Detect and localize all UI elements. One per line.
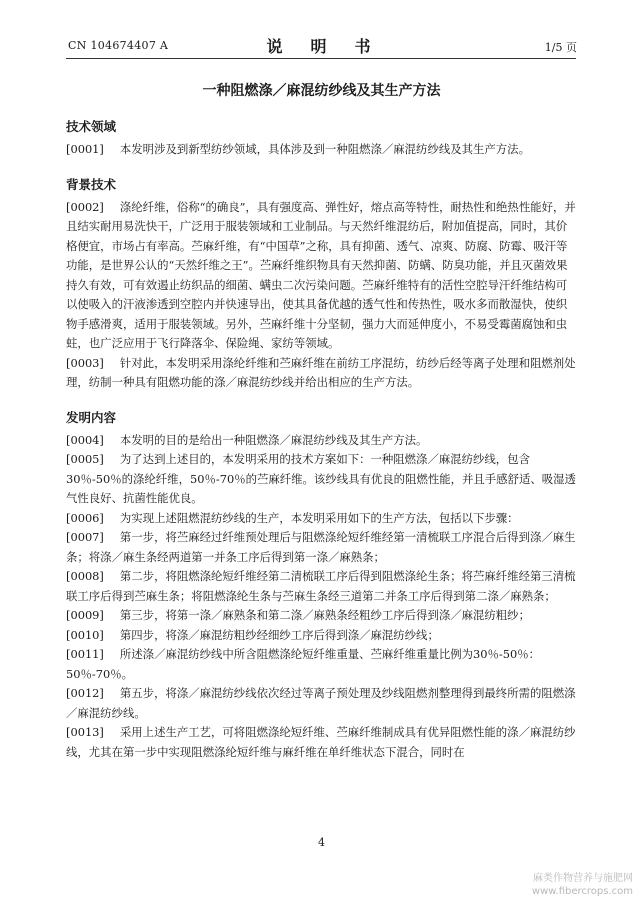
paragraph (66, 140, 578, 160)
paragraph-text: 第四步，将涤／麻混纺粗纱经细纱工序后得到涤／麻混纺纱线； (119, 627, 439, 642)
paragraph (66, 684, 578, 723)
paragraph-text: 为实现上述阻燃混纺纱线的生产，本发明采用如下的生产方法，包括以下步骤： (119, 510, 519, 525)
paragraph-number: [0012] (66, 686, 104, 700)
section-heading: 技术领域 (66, 119, 117, 134)
paragraph-text: 涤纶纤维，俗称“的确良”，具有强度高、弹性好，熔点高等特性，耐热性和绝热性能好，并且结实耐用易洗快干，广泛用于服装领域和工业制品。与天然纤维混纺后，附加值提高，同时，其价格便宜，市场占有率高。苎麻纤维，有“中国草”之称，具有抑菌、透气、凉爽、防腐、防霉、吸汗等功能，是世界公认的“天然纤维之王”。苎麻纤维织物具有天然抑菌、防螨、防臭功能，并且灭菌效果持久有效，可有效遏止纺织品的细菌、螨虫二次污染问题。苎麻纤维特有的活性空腔导汗纤维结构可以使吸入的汗液渗透到空腔内并快速导出，使其具备优越的透气性和传热性，吸水多而散湿快，使织物手感滑爽，适用于服装领域。另外，苎麻纤维十分坚韧，强力大而延伸度小，不易受霉菌腐蚀和虫蛀，也广泛应用于飞行降落伞、保险绳、家纺等领域。 (66, 199, 576, 350)
paragraph (66, 567, 578, 606)
paragraph-number: [0004] (66, 432, 104, 447)
paragraph (66, 450, 578, 509)
paragraph-number: [0003] (66, 355, 104, 370)
paragraph (66, 509, 578, 529)
paragraph-number: [0009] (66, 608, 104, 622)
document-body (66, 118, 578, 778)
paragraph (66, 626, 578, 646)
paragraph-text: 所述涤／麻混纺纱线中所含阻燃涤纶短纤维重量、苎麻纤维重量比例为30％-50％：50％-70％。 (66, 647, 541, 681)
paragraph-number: [0006] (66, 510, 104, 525)
section (66, 409, 578, 763)
paragraph-text: 第一步，将苎麻经过纤维预处理后与阻燃涤纶短纤维经第一清梳联工序混合后得到涤／麻生条；将涤／麻生条经两道第一并条工序后得到第一涤／麻熟条； (66, 530, 576, 564)
paragraph (66, 198, 578, 354)
section-heading: 背景技术 (66, 176, 117, 192)
paragraph-text: 本发明的目的是给出一种阻燃涤／麻混纺纱线及其生产方法。 (119, 432, 428, 447)
document-type-heading: 说 明 书 (266, 37, 377, 56)
paragraph-number: [0010] (66, 627, 104, 642)
watermark-site-name: 麻类作物营养与施肥网 (533, 873, 633, 884)
site-watermark (532, 872, 633, 898)
paragraph-text: 本发明涉及到新型纺纱领域，具体涉及到一种阻燃涤／麻混纺纱线及其生产方法。 (119, 142, 530, 156)
section (66, 118, 578, 160)
page-indicator: 1/5 页 (544, 41, 577, 54)
paragraph (66, 645, 578, 684)
paragraph-number: [0008] (66, 569, 104, 583)
paragraph (66, 528, 578, 567)
paragraph-number: [0005] (66, 452, 104, 466)
paragraph-number: [0007] (66, 530, 104, 544)
watermark-url: www.fibercrops.com (531, 886, 633, 897)
section (66, 176, 578, 393)
paragraph-number: [0002] (66, 199, 104, 214)
paragraph-text: 第五步，将涤／麻混纺纱线依次经过等离子预处理及纱线阻燃剂整理得到最终所需的阻燃涤／麻混纺纱线。 (66, 686, 576, 720)
paragraph-text: 为了达到上述目的，本发明采用的技术方案如下：一种阻燃涤／麻混纺纱线，包含30％-50％的涤纶纤维，50％-70％的苎麻纤维。该纱线具有优良的阻燃性能，并且手感舒适、吸湿透气性良好、抗菌性能优良。 (66, 452, 576, 505)
document-title: 一种阻燃涤／麻混纺纱线及其生产方法 (202, 83, 441, 99)
paragraph (66, 723, 578, 762)
paragraph-text: 采用上述生产工艺，可将阻燃涤纶短纤维、苎麻纤维制成具有优异阻燃性能的涤／麻混纺纱线，尤其在第一步中实现阻燃涤纶短纤维与麻纤维在单纤维状态下混合，同时在 (66, 725, 576, 759)
paragraph-number: [0011] (66, 647, 104, 661)
patent-number: CN 104674407 A (68, 39, 169, 52)
page-number: 4 (318, 836, 325, 849)
paragraph-text: 第二步，将阻燃涤纶短纤维经第二清梳联工序后得到阻燃涤纶生条；将苎麻纤维经第三清梳联工序后得到苎麻生条；将阻燃涤纶生条与苎麻生条经三道第二并条工序后得到第二涤／麻熟条； (66, 569, 576, 603)
paragraph (66, 606, 578, 626)
paragraph-number: [0001] (66, 142, 104, 156)
header-divider (66, 58, 576, 59)
paragraph (66, 431, 578, 451)
section-heading: 发明内容 (66, 409, 117, 425)
paragraph-text: 第三步，将第一涤／麻熟条和第二涤／麻熟条经粗纱工序后得到涤／麻混纺粗纱； (119, 608, 530, 622)
paragraph-number: [0013] (66, 725, 104, 739)
paragraph-text: 针对此，本发明采用涤纶纤维和苎麻纤维在前纺工序混纺，纺纱后经等离子处理和阻燃剂处理，纺制一种具有阻燃功能的涤／麻混纺纱线并给出相应的生产方法。 (66, 355, 576, 389)
paragraph (66, 354, 578, 393)
